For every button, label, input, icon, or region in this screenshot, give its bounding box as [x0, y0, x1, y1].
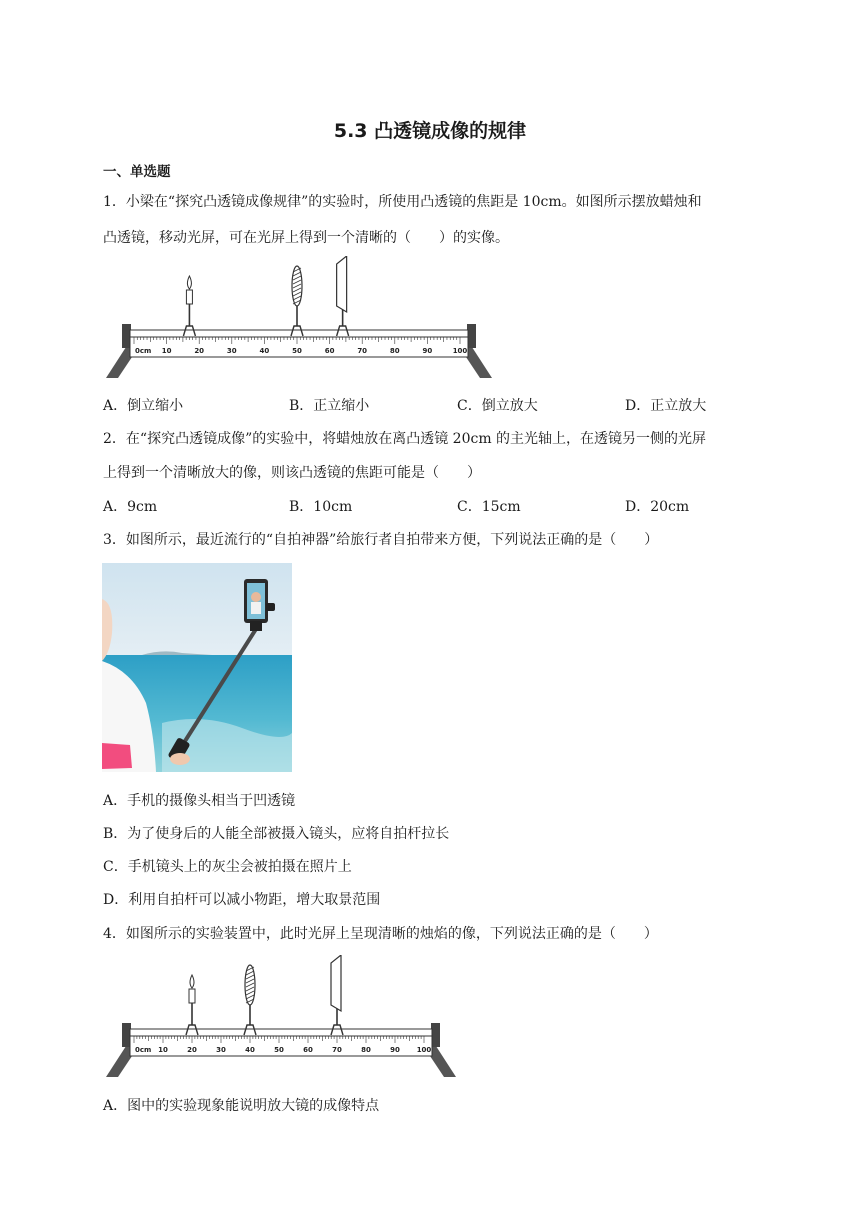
q3-option-a[interactable]: A．手机的摄像头相当于凹透镜: [103, 793, 296, 809]
ruler-tick-label: 60: [324, 347, 335, 355]
ruler-tick-label: 40: [245, 1046, 255, 1054]
candle-body: [189, 989, 195, 1003]
light-screen: [337, 256, 347, 312]
q2-option-b[interactable]: B．10cm: [289, 499, 353, 515]
ruler-tick-label: 40: [259, 347, 270, 355]
bench-rail: [130, 330, 468, 337]
selfie-stick-photo: [102, 563, 292, 772]
q4-option-a[interactable]: A．图中的实验现象能说明放大镜的成像特点: [103, 1098, 380, 1114]
light-screen: [331, 955, 341, 1011]
q2-option-a[interactable]: A．9cm: [103, 499, 158, 515]
q4-stem: 4．如图所示的实验装置中，此时光屏上呈现清晰的烛焰的像，下列说法正确的是（ ）: [103, 926, 658, 942]
ruler-tick-label: 90: [422, 347, 433, 355]
ruler-tick-label: 80: [389, 347, 400, 355]
page-title: 5.3 凸透镜成像的规律: [333, 120, 527, 142]
q3-option-c[interactable]: C．手机镜头上的灰尘会被拍摄在照片上: [103, 859, 352, 875]
q1-stem-line2: 凸透镜，移动光屏，可在光屏上得到一个清晰的（ ）的实像。: [103, 230, 509, 246]
optical-bench-figure-1: [104, 256, 494, 382]
q1-option-b[interactable]: B．正立缩小: [289, 398, 370, 414]
ruler-tick-label: 20: [194, 347, 205, 355]
candle-body: [186, 290, 192, 304]
ruler-tick-label: 100: [452, 347, 468, 355]
bench-rail: [130, 1029, 432, 1036]
ruler-tick-label: 30: [216, 1046, 226, 1054]
ruler-tick-label: 70: [357, 347, 368, 355]
q2-stem-line2: 上得到一个清晰放大的像，则该凸透镜的焦距可能是（ ）: [103, 465, 481, 481]
candle-flame: [190, 975, 194, 988]
ruler-tick-label: 10: [161, 347, 172, 355]
ruler-tick-label: 60: [303, 1046, 313, 1054]
q3-option-b[interactable]: B．为了使身后的人能全部被摄入镜头，应将自拍杆拉长: [103, 826, 450, 842]
ruler-tick-label: 20: [187, 1046, 197, 1054]
ruler-tick-label: 90: [390, 1046, 400, 1054]
optical-bench-figure-2: [104, 955, 458, 1079]
ruler-unit-label: 0cm: [135, 347, 152, 355]
section-heading: 一、单选题: [103, 164, 171, 180]
q1-option-a[interactable]: A．倒立缩小: [103, 398, 184, 414]
candle-flame: [187, 276, 191, 289]
q3-option-d[interactable]: D．利用自拍杆可以减小物距，增大取景范围: [103, 892, 381, 908]
ruler-tick-label: 70: [332, 1046, 342, 1054]
q2-option-c[interactable]: C．15cm: [457, 499, 521, 515]
q1-option-c[interactable]: C．倒立放大: [457, 398, 538, 414]
q2-stem-line1: 2．在“探究凸透镜成像”的实验中，将蜡烛放在离凸透镜 20cm 的主光轴上，在透镜另一侧的光屏: [103, 431, 707, 447]
q2-option-d[interactable]: D．20cm: [625, 499, 690, 515]
ruler-tick-label: 50: [292, 347, 302, 355]
ruler-tick-label: 10: [158, 1046, 168, 1054]
ruler-unit-label: 0cm: [135, 1046, 152, 1054]
q1-stem-line1: 1．小梁在“探究凸透镜成像规律”的实验时，所使用凸透镜的焦距是 10cm。如图所示摆放蜡烛和: [103, 194, 702, 210]
ruler-tick-label: 100: [416, 1046, 432, 1054]
ruler-tick-label: 80: [361, 1046, 371, 1054]
ruler-tick-label: 50: [274, 1046, 284, 1054]
q3-stem: 3．如图所示，最近流行的“自拍神器”给旅行者自拍带来方便，下列说法正确的是（ ）: [103, 532, 659, 548]
ruler-tick-label: 30: [226, 347, 237, 355]
q1-option-d[interactable]: D．正立放大: [625, 398, 707, 414]
